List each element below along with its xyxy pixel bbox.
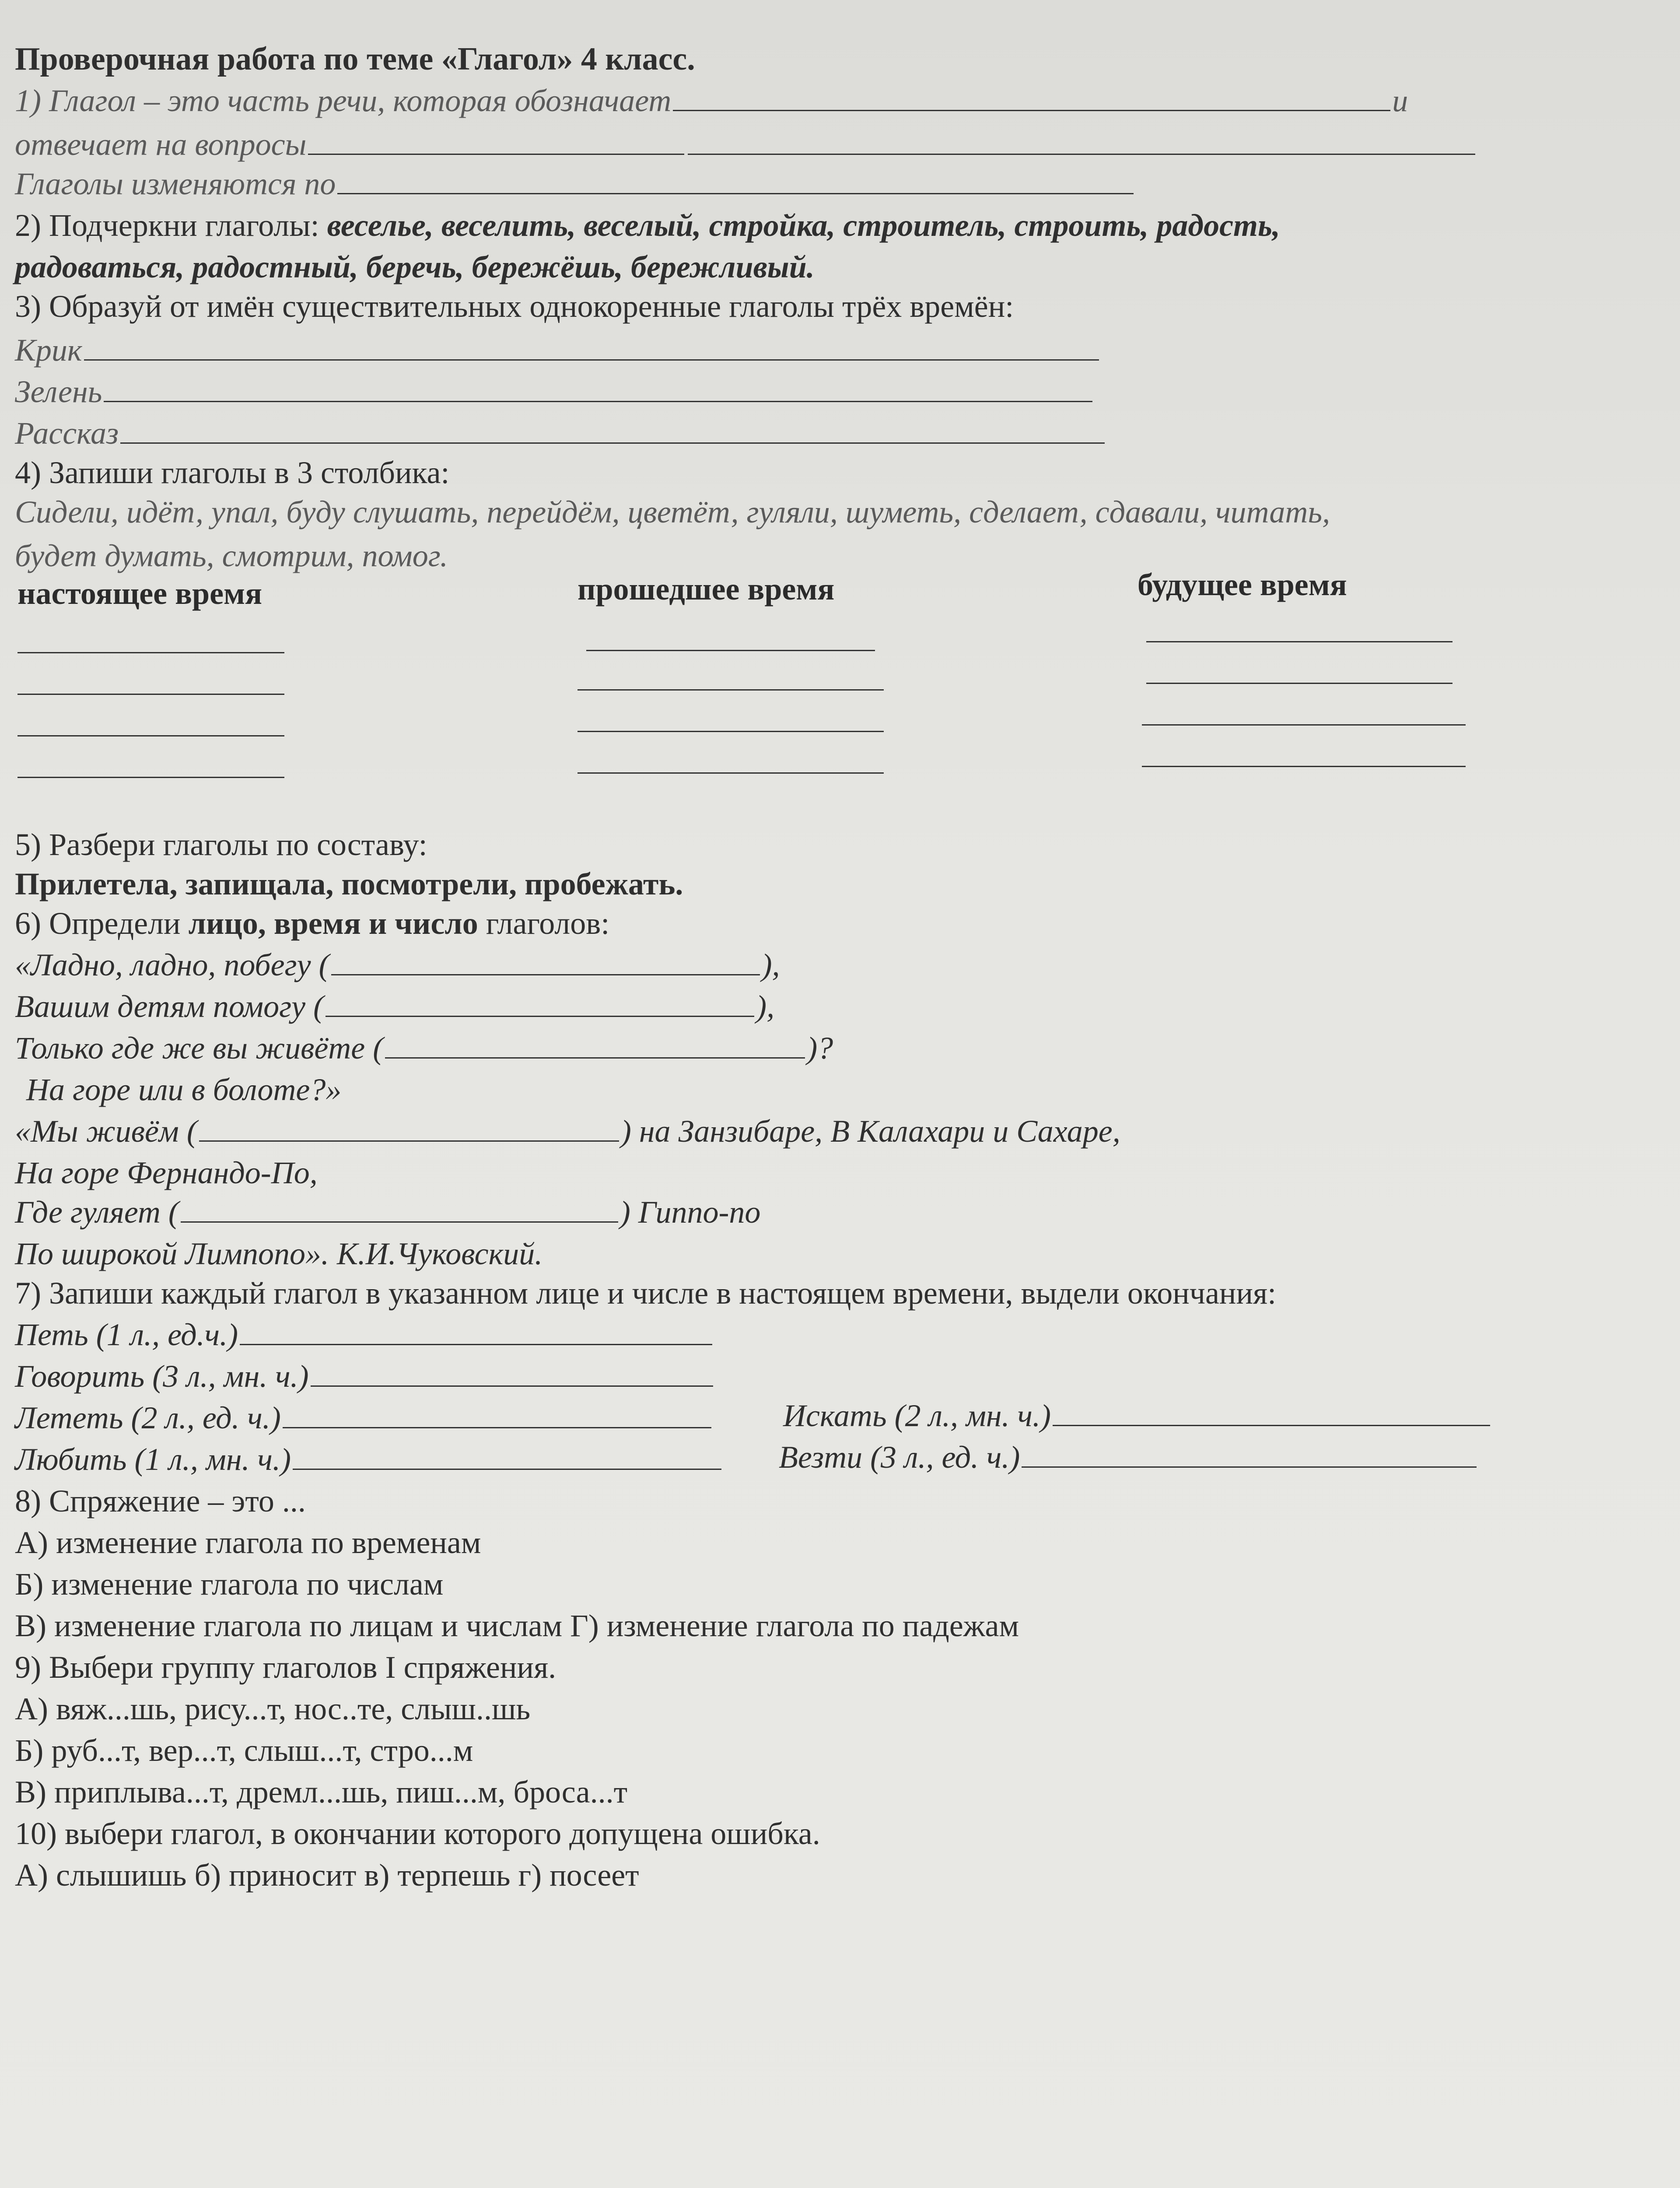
answer-blank[interactable] [240, 1318, 712, 1345]
answer-blank[interactable] [120, 416, 1105, 444]
q3-item [15, 330, 1101, 370]
poem-text: ), [761, 947, 780, 982]
q6-prompt-start: 6) Определи [15, 906, 189, 941]
column-header-past: прошедшее время [578, 572, 835, 607]
poem-text: «Мы живём ( [15, 1114, 197, 1149]
answer-blank[interactable] [1022, 1440, 1477, 1468]
q9-option-b[interactable]: Б) руб...т, вер...т, слыш...т, стро...м [15, 1733, 473, 1768]
q8-option-c[interactable]: В) изменение глагола по лицам и числам Г) изменение глагола по падежам [15, 1608, 1019, 1643]
column-header-present: настоящее время [18, 576, 262, 611]
q7-verb: Искать (2 л., мн. ч.) [783, 1398, 1051, 1433]
q3-item [15, 372, 1094, 411]
q8-option-b[interactable]: Б) изменение глагола по числам [15, 1567, 444, 1602]
page-title: Проверочная работа по теме «Глагол» 4 класс. [15, 41, 695, 77]
answer-line[interactable] [18, 777, 284, 778]
q8-option-a[interactable]: А) изменение глагола по временам [15, 1525, 481, 1560]
answer-blank[interactable] [104, 375, 1092, 402]
q2-line1 [15, 206, 1280, 245]
q2-words: веселье, веселить, веселый, стройка, строитель, строить, радость, [327, 208, 1280, 243]
q7-item [15, 1357, 715, 1396]
q6-poem-line [15, 1112, 1120, 1151]
q7-verb: Говорить (3 л., мн. ч.) [15, 1359, 309, 1394]
poem-text: ) на Занзибаре, В Калахари и Сахаре, [620, 1114, 1120, 1149]
q6-poem-line: На горе Фернандо-По, [15, 1155, 318, 1190]
poem-text: ) Гиппо-по [620, 1195, 761, 1230]
q1-line1 [15, 81, 1408, 120]
q7-verb: Любить (1 л., мн. ч.) [15, 1442, 291, 1477]
answer-blank[interactable] [84, 333, 1099, 361]
q9-prompt: 9) Выбери группу глаголов I спряжения. [15, 1650, 556, 1685]
q1-and: и [1392, 83, 1408, 118]
q6-poem-line: На горе или в болоте?» [26, 1072, 342, 1107]
poem-text: Вашим детям помогу ( [15, 989, 324, 1024]
poem-text: )? [807, 1031, 833, 1066]
q6-poem-line [15, 1028, 833, 1068]
q1-changes-text: Глаголы изменяются по [15, 166, 336, 201]
poem-text: Где гуляет ( [15, 1195, 179, 1230]
answer-line[interactable] [18, 735, 284, 736]
q7-verb: Лететь (2 л., ед. ч.) [15, 1400, 281, 1435]
answer-blank[interactable] [337, 167, 1134, 194]
q5-words: Прилетела, запищала, посмотрели, пробежать. [15, 866, 683, 901]
q7-item [15, 1398, 713, 1438]
q7-verb: Петь (1 л., ед.ч.) [15, 1317, 238, 1352]
q6-prompt-end: глаголов: [478, 906, 610, 941]
q7-prompt: 7) Запиши каждый глагол в указанном лице и числе в настоящем времени, выдели окончания: [15, 1276, 1277, 1311]
answer-blank[interactable] [331, 948, 760, 975]
q2-words-cont: радоваться, радостный, беречь, бережёшь, бережливый. [15, 249, 815, 284]
q4-words-cont: будет думать, смотрим, помог. [15, 538, 448, 573]
q1-line3 [15, 164, 1135, 203]
answer-line[interactable] [1142, 766, 1466, 767]
q10-options[interactable]: А) слышишь б) приносит в) терпешь г) посеет [15, 1858, 639, 1893]
answer-line[interactable] [586, 650, 875, 651]
poem-text: Только где же вы живёте ( [15, 1031, 384, 1066]
answer-blank[interactable] [283, 1401, 711, 1428]
q6-prompt-bold: лицо, время и число [188, 906, 478, 941]
poem-text: ), [756, 989, 775, 1024]
answer-blank[interactable] [311, 1359, 713, 1387]
answer-line[interactable] [18, 652, 284, 653]
q7-item [783, 1396, 1492, 1435]
answer-blank[interactable] [199, 1114, 619, 1142]
answer-blank[interactable] [308, 127, 684, 155]
q7-item [779, 1438, 1478, 1477]
q5-prompt: 5) Разбери глаголы по составу: [15, 827, 427, 862]
q9-option-c[interactable]: В) приплыва...т, дремл...шь, пиш...м, броса...т [15, 1774, 628, 1809]
answer-line[interactable] [18, 694, 284, 695]
q8-prompt: 8) Спряжение – это ... [15, 1483, 306, 1518]
q3-noun: Рассказ [15, 416, 119, 451]
q4-prompt: 4) Запиши глаголы в 3 столбика: [15, 455, 450, 490]
answer-line[interactable] [578, 731, 884, 732]
answer-blank[interactable] [181, 1195, 618, 1223]
q7-item [15, 1315, 714, 1354]
q3-item [15, 414, 1106, 453]
answer-line[interactable] [1146, 641, 1452, 642]
answer-blank[interactable] [293, 1442, 721, 1470]
q1-line2 [15, 125, 1477, 164]
answer-line[interactable] [1146, 683, 1452, 684]
poem-text: «Ладно, ладно, побегу ( [15, 947, 329, 982]
answer-blank[interactable] [673, 84, 1390, 111]
q3-noun: Крик [15, 333, 82, 368]
q1-questions-text: отвечает на вопросы [15, 127, 307, 162]
q6-prompt [15, 904, 609, 943]
q3-noun: Зелень [15, 374, 102, 409]
q6-poem-line: По широкой Лимпопо». К.И.Чуковский. [15, 1236, 543, 1271]
q9-option-a[interactable]: А) вяж...шь, рису...т, нос..те, слыш..шь [15, 1691, 531, 1726]
q2-prompt: 2) Подчеркни глаголы: [15, 208, 327, 243]
answer-line[interactable] [578, 689, 884, 691]
answer-blank[interactable] [688, 127, 1475, 155]
q6-poem-line [15, 945, 780, 985]
q1-text: 1) Глагол – это часть речи, которая обозначает [15, 83, 672, 118]
q6-poem-line [15, 1192, 760, 1232]
q4-words: Сидели, идёт, упал, буду слушать, перейдём, цветёт, гуляли, шуметь, сделает, сдавали, читать, [15, 494, 1330, 529]
answer-line[interactable] [1142, 724, 1466, 726]
q3-prompt: 3) Образуй от имён существительных однокоренные глаголы трёх времён: [15, 289, 1014, 324]
q6-poem-line [15, 987, 774, 1026]
q10-prompt: 10) выбери глагол, в окончании которого допущена ошибка. [15, 1816, 820, 1851]
q7-item [15, 1440, 723, 1479]
answer-blank[interactable] [326, 989, 754, 1017]
column-header-future: будущее время [1138, 567, 1347, 602]
answer-blank[interactable] [1053, 1399, 1490, 1426]
q7-verb: Везти (3 л., ед. ч.) [779, 1440, 1020, 1475]
answer-line[interactable] [578, 772, 884, 774]
answer-blank[interactable] [385, 1031, 805, 1059]
